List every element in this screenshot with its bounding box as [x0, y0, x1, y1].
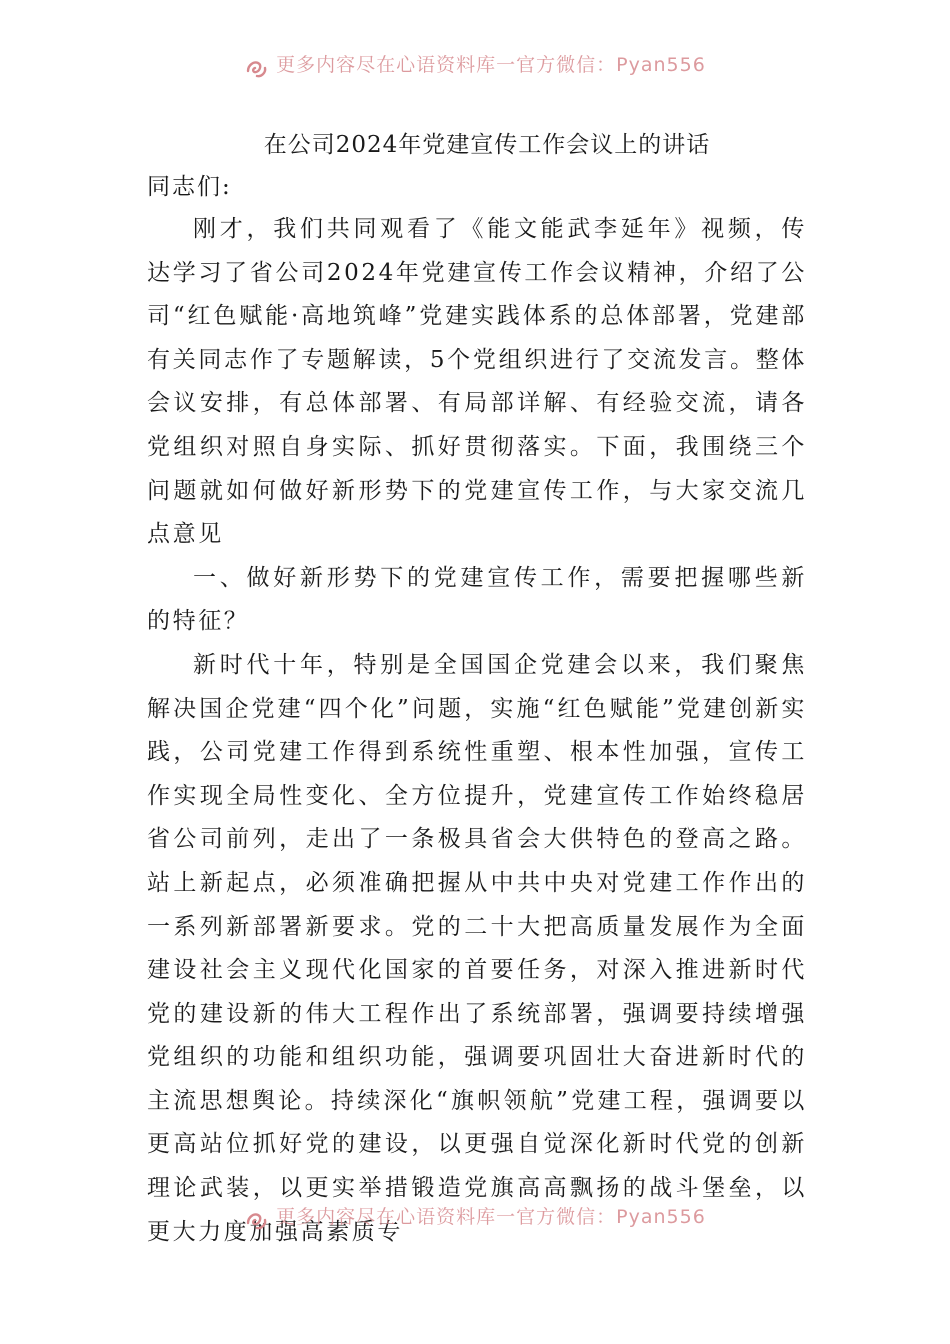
salutation: 同志们: [147, 174, 232, 200]
paragraph-intro: 刚才，我们共同观看了《能文能武李延年》视频，传达学习了省公司2024年党建宣传工作会议精神，介绍了公司“红色赋能·高地筑峰”党建实践体系的总体部署，党建部有关同志作了专题解读，5个党组织进行了交流发言。整体会议安排，有总体部署、有局部详解、有经验交流，请各党组织对照自身实际、抓好贯彻落实。下面，我围绕三个问题就如何做好新形势下的党建宣传工作，与大家交流几点意见 [147, 216, 807, 548]
watermark-logo-icon [244, 57, 270, 83]
watermark-logo-icon [244, 1209, 270, 1235]
watermark-banner-bottom [0, 1202, 950, 1242]
watermark-banner-top [0, 50, 950, 90]
page-title: 在公司2024年党建宣传工作会议上的讲话 [263, 132, 711, 158]
document-body [147, 122, 807, 1254]
watermark-text: 更多内容尽在心语资料库一官方微信：Pyan556 [276, 53, 706, 76]
watermark-text: 更多内容尽在心语资料库一官方微信：Pyan556 [276, 1205, 706, 1228]
paragraph-section-1: 新时代十年，特别是全国国企党建会以来，我们聚焦解决国企党建“四个化”问题，实施“红色赋能”党建创新实践，公司党建工作得到系统性重塑、根本性加强，宣传工作实现全局性变化、全方位提升，党建宣传工作始终稳居省公司前列，走出了一条极具省会大供特色的登高之路。站上新起点，必须准确把握从中共中央对党建工作作出的一系列新部署新要求。党的二十大把高质量发展作为全面建设社会主义现代化国家的首要任务，对深入推进新时代党的建设新的伟大工程作出了系统部署，强调要持续增强党组织的功能和组织功能，强调要巩固壮大奋进新时代的主流思想舆论。持续深化“旗帜领航”党建工程，强调要以更高站位抓好党的建设，以更强自觉深化新时代党的创新理论武装，以更实举措锻造党旗高高飘扬的战斗堡垒，以更大力度加强高素质专 [147, 651, 807, 1245]
section-heading-1: 一、做好新形势下的党建宣传工作，需要把握哪些新的特征？ [147, 564, 807, 635]
